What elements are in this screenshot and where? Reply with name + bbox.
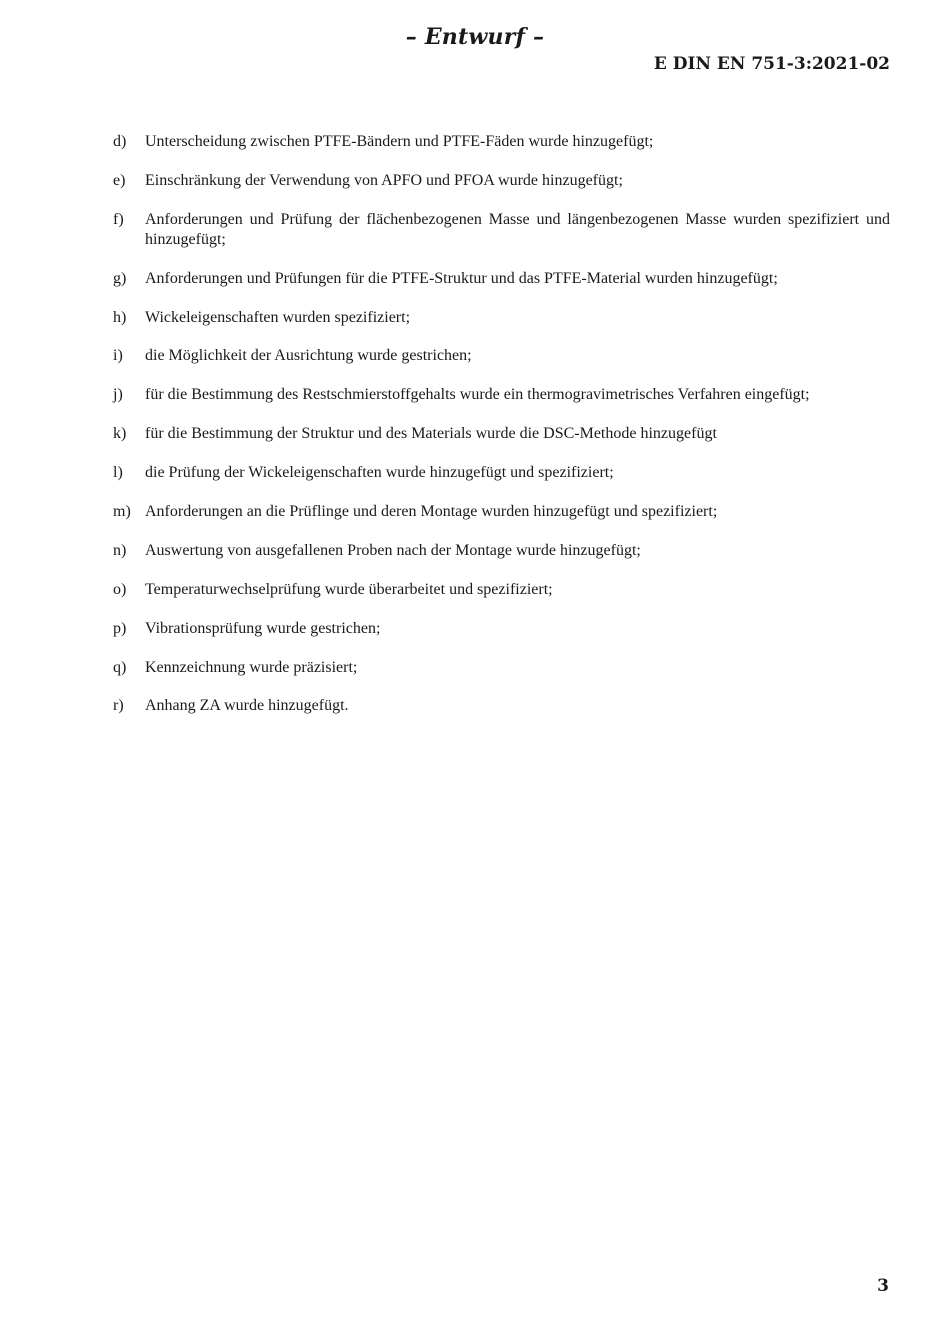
list-item-text: Anhang ZA wurde hinzugefügt.	[145, 697, 349, 715]
list-item	[113, 385, 890, 405]
list-item-text: Wickeleigenschaften wurden spezifiziert;	[145, 308, 411, 326]
list-item-marker: n)	[113, 541, 127, 559]
list-item	[113, 424, 890, 444]
list-item	[113, 346, 890, 366]
draft-watermark-title: – Entwurf –	[405, 24, 545, 50]
list-item-marker: m)	[113, 503, 131, 521]
list-item	[113, 502, 890, 522]
list-item	[113, 463, 890, 483]
list-item-text: Auswertung von ausgefallenen Proben nach der Montage wurde hinzugefügt;	[145, 541, 641, 559]
list-item-text: Anforderungen an die Prüflinge und deren Montage wurden hinzugefügt und spezifiziert;	[145, 503, 718, 521]
list-item	[113, 132, 890, 152]
list-item-text: Temperaturwechselprüfung wurde überarbeitet und spezifiziert;	[145, 580, 553, 598]
list-item-text: Kennzeichnung wurde präzisiert;	[145, 658, 358, 676]
list-item-marker: l)	[113, 464, 123, 482]
list-item	[113, 171, 890, 191]
list-item	[113, 541, 890, 561]
list-item-text: für die Bestimmung der Struktur und des Materials wurde die DSC-Methode hinzugefügt	[145, 425, 717, 443]
list-item-marker: q)	[113, 658, 127, 676]
list-item	[113, 210, 890, 250]
list-item-marker: e)	[113, 171, 126, 189]
list-item	[113, 696, 890, 716]
list-item-text: Anforderungen und Prüfungen für die PTFE-Struktur und das PTFE-Material wurden hinzugefügt;	[145, 269, 778, 287]
list-item	[113, 658, 890, 678]
list-item-text: Einschränkung der Verwendung von APFO und PFOA wurde hinzugefügt;	[145, 171, 623, 189]
list-item-marker: r)	[113, 697, 124, 715]
document-identifier: E DIN EN 751-3:2021-02	[653, 54, 890, 74]
list-item-marker: f)	[113, 210, 124, 228]
list-item-text: die Möglichkeit der Ausrichtung wurde gestrichen;	[145, 347, 472, 365]
list-item-marker: k)	[113, 425, 127, 443]
list-item-marker: h)	[113, 308, 127, 326]
list-item	[113, 619, 890, 639]
list-item-marker: o)	[113, 580, 127, 598]
list-item	[113, 269, 890, 289]
list-item-text: Anforderungen und Prüfung der flächenbezogenen Masse und längenbezogenen Masse wurden spezifiziert und hinzugefügt;	[145, 210, 890, 248]
list-item-marker: g)	[113, 269, 127, 287]
list-item-text: für die Bestimmung des Restschmierstoffgehalts wurde ein thermogravimetrisches Verfahren eingefügt;	[145, 386, 810, 404]
list-item-text: Vibrationsprüfung wurde gestrichen;	[145, 619, 381, 637]
list-item	[113, 308, 890, 328]
page-number: 3	[877, 1276, 889, 1296]
list-item-marker: p)	[113, 619, 127, 637]
amendment-list	[113, 132, 890, 735]
list-item-text: die Prüfung der Wickeleigenschaften wurde hinzugefügt und spezifiziert;	[145, 464, 614, 482]
list-item-text: Unterscheidung zwischen PTFE-Bändern und PTFE-Fäden wurde hinzugefügt;	[145, 133, 654, 150]
list-item-marker: i)	[113, 347, 123, 365]
list-item	[113, 580, 890, 600]
list-item-marker: d)	[113, 133, 127, 150]
list-item-marker: j)	[113, 386, 123, 404]
